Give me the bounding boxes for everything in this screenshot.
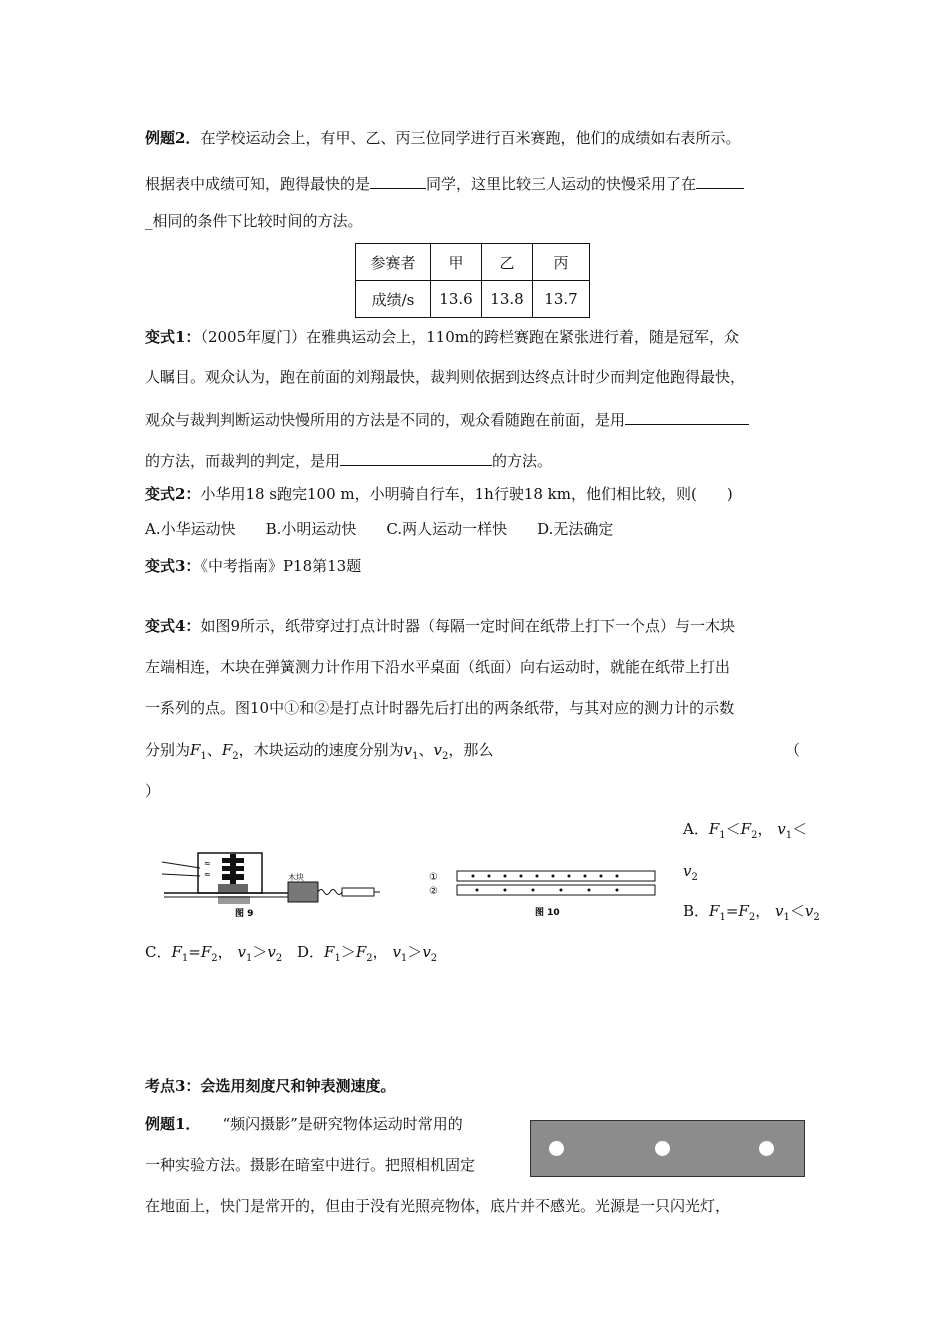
example1-line3: 在地面上，快门是常开的，但由于没有光照亮物体，底片并不感光。光源是一只闪光灯， — [145, 1197, 731, 1215]
figure-9-timer-diagram — [160, 852, 380, 918]
section-heading: 考点3：会选用刻度尺和钟表测速度。 — [145, 1077, 396, 1095]
block-label: 木块 — [288, 873, 304, 882]
answer-blank[interactable] — [625, 408, 749, 425]
strobe-photo-figure — [530, 1120, 805, 1177]
table-row — [356, 281, 590, 318]
option-a: A．$F_1<F_2$， $v_1<$ — [683, 820, 808, 841]
example2-line2: 根据表中成绩可知，跑得最快的是 同学，这里比较三人运动的快慢采用了在 — [145, 172, 744, 194]
variant2-line1: 变式2：小华用18 s跑完100 m，小明骑自行车，1h行驶18 km，他们相比较，则( ) — [145, 485, 733, 503]
ball-image — [759, 1141, 774, 1156]
example1-line2: 一种实验方法。摄影在暗室中进行。把照相机固定 — [145, 1156, 476, 1174]
example2-label: 例题2． — [145, 129, 201, 147]
ball-image — [655, 1141, 670, 1156]
variant4-line4: 分别为$F_1$、$F_2$，木块运动的速度分别为$v_1$、$v_2$，那么 — [145, 741, 494, 762]
table-cell: 13.7 — [533, 281, 590, 318]
svg-text:≈: ≈ — [204, 859, 211, 868]
tape-1-label: ① — [429, 872, 438, 883]
table-cell: 13.8 — [482, 281, 533, 318]
variant3-label: 变式3： — [145, 557, 201, 575]
figure-9-caption: 图 9 — [235, 909, 254, 918]
scores-table — [355, 243, 590, 318]
variant4-line3: 一系列的点。图10中①和②是打点计时器先后打出的两条纸带，与其对应的测力计的示数 — [145, 699, 735, 717]
table-header-cell: 甲 — [431, 244, 482, 281]
figure-10-tape-diagram — [425, 865, 660, 920]
option-d: D．$F_1>F_2$， $v_1>v_2$ — [297, 943, 438, 964]
variant4-line2: 左端相连，木块在弹簧测力计作用下沿水平桌面（纸面）向右运动时，就能在纸带上打出 — [145, 658, 731, 676]
paren-close: ） — [145, 782, 161, 800]
example2-line1: 例题2．在学校运动会上，有甲、乙、丙三位同学进行百米赛跑，他们的成绩如右表所示。 — [145, 129, 741, 147]
table-cell: 成绩/s — [356, 281, 431, 318]
option-b: B．$F_1=F_2$， $v_1<v_2$ — [683, 902, 820, 923]
answer-blank[interactable] — [340, 449, 492, 466]
answer-blank[interactable] — [696, 172, 744, 189]
variant2-label: 变式2： — [145, 485, 201, 503]
tape-2-label: ② — [429, 886, 438, 897]
variant1-line3: 观众与裁判判断运动快慢所用的方法是不同的，观众看随跑在前面，是用 — [145, 408, 749, 430]
variant1-line1: 变式1：（2005年厦门）在雅典运动会上，110m的跨栏赛跑在紧张进行着，随是冠军，众 — [145, 328, 739, 346]
table-cell: 13.6 — [431, 281, 482, 318]
variant1-line4: 的方法，而裁判的判定，是用 的方法。 — [145, 449, 552, 471]
example2-line3: _相同的条件下比较时间的方法。 — [145, 212, 363, 230]
table-header-cell: 参赛者 — [356, 244, 431, 281]
example1-label: 例题1． — [145, 1115, 201, 1133]
answer-blank[interactable] — [370, 172, 426, 189]
figure-10-caption: 图 10 — [535, 908, 560, 918]
variant1-label: 变式1： — [145, 328, 201, 346]
table-row — [356, 244, 590, 281]
table-header-cell: 乙 — [482, 244, 533, 281]
ball-image — [549, 1141, 564, 1156]
variant4-label: 变式4： — [145, 617, 201, 635]
option-a-cont: $v_2$ — [683, 862, 698, 883]
example1-line1: 例题1． “频闪摄影”是研究物体运动时常用的 — [145, 1115, 463, 1133]
variant1-line2: 人瞩目。观众认为，跑在前面的刘翔最快，裁判则依据到达终点计时少而判定他跑得最快， — [145, 368, 746, 386]
variant2-options: A.小华运动快 B.小明运动快 C.两人运动一样快 D.无法确定 — [145, 520, 614, 538]
paren-open: （ — [785, 741, 801, 759]
variant3-line: 变式3：《中考指南》P18第13题 — [145, 557, 362, 575]
table-header-cell: 丙 — [533, 244, 590, 281]
svg-text:≈: ≈ — [204, 870, 211, 879]
variant4-line1: 变式4：如图9所示，纸带穿过打点计时器（每隔一定时间在纸带上打下一个点）与一木块 — [145, 617, 735, 635]
option-c: C．$F_1=F_2$， $v_1>v_2$ — [145, 943, 283, 964]
